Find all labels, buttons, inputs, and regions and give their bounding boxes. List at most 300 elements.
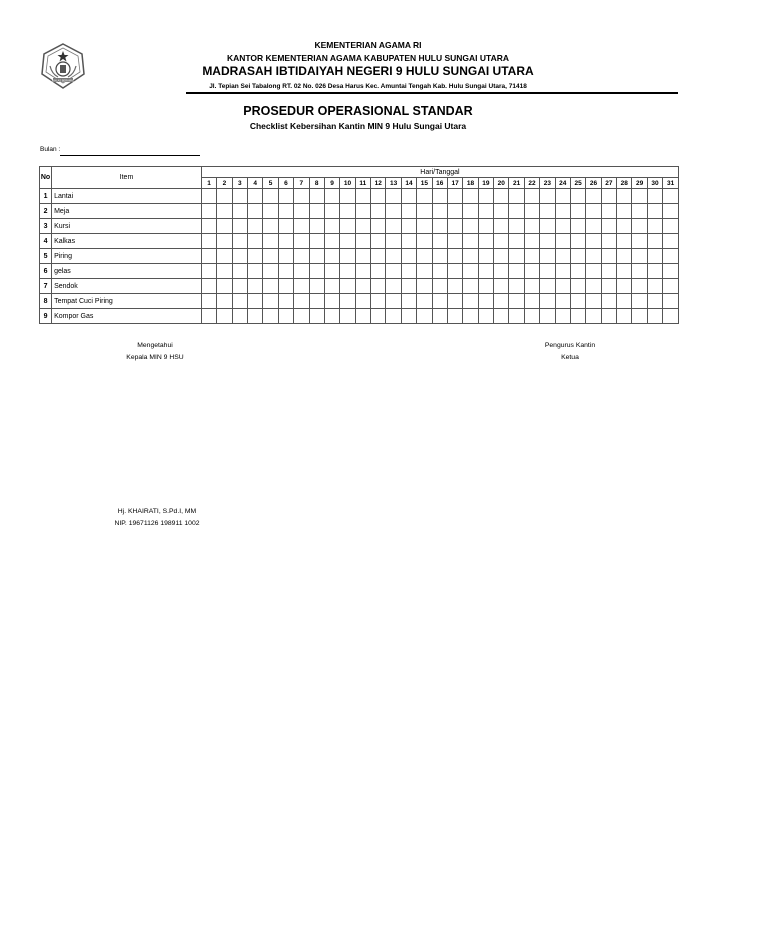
check-cell[interactable] <box>401 279 416 294</box>
table-row <box>40 219 679 234</box>
check-cell[interactable] <box>401 309 416 324</box>
check-cell[interactable] <box>647 219 662 234</box>
check-cell[interactable] <box>324 234 339 249</box>
day-header: 1 <box>201 178 216 189</box>
check-cell[interactable] <box>232 189 247 204</box>
check-cell[interactable] <box>417 294 432 309</box>
check-cell[interactable] <box>324 309 339 324</box>
check-cell[interactable] <box>555 309 570 324</box>
check-cell[interactable] <box>355 204 370 219</box>
day-header: 6 <box>278 178 293 189</box>
check-cell[interactable] <box>617 279 632 294</box>
check-cell[interactable] <box>494 234 509 249</box>
check-cell[interactable] <box>386 249 401 264</box>
check-cell[interactable] <box>263 234 278 249</box>
check-cell[interactable] <box>570 294 585 309</box>
check-cell[interactable] <box>232 309 247 324</box>
day-header: 5 <box>263 178 278 189</box>
check-cell[interactable] <box>601 219 616 234</box>
check-cell[interactable] <box>355 234 370 249</box>
check-cell[interactable] <box>278 204 293 219</box>
check-cell[interactable] <box>447 189 462 204</box>
check-cell[interactable] <box>509 189 524 204</box>
check-cell[interactable] <box>632 189 647 204</box>
check-cell[interactable] <box>340 294 355 309</box>
check-cell[interactable] <box>540 219 555 234</box>
check-cell[interactable] <box>632 309 647 324</box>
check-cell[interactable] <box>555 249 570 264</box>
check-cell[interactable] <box>263 264 278 279</box>
check-cell[interactable] <box>340 234 355 249</box>
check-cell[interactable] <box>371 279 386 294</box>
check-cell[interactable] <box>478 264 493 279</box>
check-cell[interactable] <box>524 279 539 294</box>
check-cell[interactable] <box>586 219 601 234</box>
check-cell[interactable] <box>447 219 462 234</box>
check-cell[interactable] <box>294 204 309 219</box>
check-cell[interactable] <box>494 219 509 234</box>
check-cell[interactable] <box>417 189 432 204</box>
check-cell[interactable] <box>232 249 247 264</box>
check-cell[interactable] <box>248 249 263 264</box>
day-header: 2 <box>217 178 232 189</box>
day-header: 10 <box>340 178 355 189</box>
check-cell[interactable] <box>524 219 539 234</box>
check-cell[interactable] <box>570 264 585 279</box>
check-cell[interactable] <box>401 189 416 204</box>
check-cell[interactable] <box>647 204 662 219</box>
check-cell[interactable] <box>324 219 339 234</box>
check-cell[interactable] <box>447 264 462 279</box>
check-cell[interactable] <box>386 264 401 279</box>
check-cell[interactable] <box>371 219 386 234</box>
check-cell[interactable] <box>494 264 509 279</box>
check-cell[interactable] <box>309 204 324 219</box>
check-cell[interactable] <box>201 219 216 234</box>
check-cell[interactable] <box>278 249 293 264</box>
check-cell[interactable] <box>355 264 370 279</box>
check-cell[interactable] <box>632 204 647 219</box>
check-cell[interactable] <box>478 294 493 309</box>
check-cell[interactable] <box>232 204 247 219</box>
check-cell[interactable] <box>524 264 539 279</box>
check-cell[interactable] <box>294 189 309 204</box>
check-cell[interactable] <box>248 189 263 204</box>
check-cell[interactable] <box>263 309 278 324</box>
check-cell[interactable] <box>371 204 386 219</box>
check-cell[interactable] <box>432 294 447 309</box>
check-cell[interactable] <box>248 309 263 324</box>
check-cell[interactable] <box>432 264 447 279</box>
check-cell[interactable] <box>401 234 416 249</box>
check-cell[interactable] <box>324 279 339 294</box>
check-cell[interactable] <box>463 189 478 204</box>
check-cell[interactable] <box>555 219 570 234</box>
check-cell[interactable] <box>263 204 278 219</box>
check-cell[interactable] <box>232 264 247 279</box>
check-cell[interactable] <box>632 249 647 264</box>
document-subtitle: Checklist Kebersihan Kantin MIN 9 Hulu Sungai Utara <box>249 121 467 131</box>
check-cell[interactable] <box>324 249 339 264</box>
check-cell[interactable] <box>647 279 662 294</box>
check-cell[interactable] <box>294 294 309 309</box>
check-cell[interactable] <box>494 294 509 309</box>
check-cell[interactable] <box>232 279 247 294</box>
check-cell[interactable] <box>663 264 679 279</box>
check-cell[interactable] <box>663 204 679 219</box>
check-cell[interactable] <box>555 294 570 309</box>
check-cell[interactable] <box>570 249 585 264</box>
check-cell[interactable] <box>447 204 462 219</box>
check-cell[interactable] <box>509 204 524 219</box>
check-cell[interactable] <box>355 279 370 294</box>
check-cell[interactable] <box>340 219 355 234</box>
check-cell[interactable] <box>663 234 679 249</box>
check-cell[interactable] <box>217 219 232 234</box>
check-cell[interactable] <box>570 309 585 324</box>
day-header: 11 <box>355 178 370 189</box>
check-cell[interactable] <box>232 219 247 234</box>
check-cell[interactable] <box>386 294 401 309</box>
check-cell[interactable] <box>417 309 432 324</box>
check-cell[interactable] <box>478 249 493 264</box>
check-cell[interactable] <box>278 279 293 294</box>
check-cell[interactable] <box>371 234 386 249</box>
check-cell[interactable] <box>478 204 493 219</box>
check-cell[interactable] <box>494 309 509 324</box>
check-cell[interactable] <box>509 234 524 249</box>
check-cell[interactable] <box>601 189 616 204</box>
check-cell[interactable] <box>570 204 585 219</box>
check-cell[interactable] <box>201 234 216 249</box>
check-cell[interactable] <box>294 309 309 324</box>
check-cell[interactable] <box>463 279 478 294</box>
check-cell[interactable] <box>201 309 216 324</box>
check-cell[interactable] <box>278 264 293 279</box>
check-cell[interactable] <box>447 249 462 264</box>
check-cell[interactable] <box>417 204 432 219</box>
check-cell[interactable] <box>386 219 401 234</box>
check-cell[interactable] <box>201 264 216 279</box>
check-cell[interactable] <box>601 249 616 264</box>
check-cell[interactable] <box>540 189 555 204</box>
check-cell[interactable] <box>294 219 309 234</box>
check-cell[interactable] <box>540 279 555 294</box>
check-cell[interactable] <box>248 219 263 234</box>
check-cell[interactable] <box>386 309 401 324</box>
check-cell[interactable] <box>417 264 432 279</box>
check-cell[interactable] <box>617 219 632 234</box>
check-cell[interactable] <box>386 279 401 294</box>
check-cell[interactable] <box>309 249 324 264</box>
row-number: 3 <box>40 219 52 234</box>
check-cell[interactable] <box>463 294 478 309</box>
check-cell[interactable] <box>617 309 632 324</box>
svg-text:IKHLAS BERAMAL: IKHLAS BERAMAL <box>51 79 75 83</box>
check-cell[interactable] <box>632 234 647 249</box>
check-cell[interactable] <box>340 204 355 219</box>
check-cell[interactable] <box>248 204 263 219</box>
check-cell[interactable] <box>217 249 232 264</box>
check-cell[interactable] <box>340 264 355 279</box>
check-cell[interactable] <box>478 189 493 204</box>
check-cell[interactable] <box>447 309 462 324</box>
document-title: PROSEDUR OPERASIONAL STANDAR <box>243 104 473 118</box>
check-cell[interactable] <box>463 264 478 279</box>
check-cell[interactable] <box>278 189 293 204</box>
check-cell[interactable] <box>663 294 679 309</box>
check-cell[interactable] <box>540 294 555 309</box>
check-cell[interactable] <box>540 204 555 219</box>
check-cell[interactable] <box>555 264 570 279</box>
check-cell[interactable] <box>463 204 478 219</box>
check-cell[interactable] <box>478 309 493 324</box>
check-cell[interactable] <box>371 249 386 264</box>
check-cell[interactable] <box>617 249 632 264</box>
check-cell[interactable] <box>601 309 616 324</box>
check-cell[interactable] <box>355 219 370 234</box>
check-cell[interactable] <box>586 294 601 309</box>
check-cell[interactable] <box>647 249 662 264</box>
check-cell[interactable] <box>509 279 524 294</box>
check-cell[interactable] <box>555 234 570 249</box>
check-cell[interactable] <box>570 234 585 249</box>
check-cell[interactable] <box>386 204 401 219</box>
month-field-line[interactable] <box>60 155 200 156</box>
check-cell[interactable] <box>263 189 278 204</box>
check-cell[interactable] <box>540 309 555 324</box>
check-cell[interactable] <box>555 189 570 204</box>
check-cell[interactable] <box>248 264 263 279</box>
check-cell[interactable] <box>432 249 447 264</box>
check-cell[interactable] <box>647 309 662 324</box>
check-cell[interactable] <box>647 264 662 279</box>
check-cell[interactable] <box>463 249 478 264</box>
check-cell[interactable] <box>294 279 309 294</box>
check-cell[interactable] <box>586 309 601 324</box>
check-cell[interactable] <box>340 309 355 324</box>
check-cell[interactable] <box>586 279 601 294</box>
ministry-emblem-logo <box>40 42 86 90</box>
check-cell[interactable] <box>278 234 293 249</box>
check-cell[interactable] <box>663 279 679 294</box>
check-cell[interactable] <box>324 264 339 279</box>
check-cell[interactable] <box>432 219 447 234</box>
row-number: 8 <box>40 294 52 309</box>
check-cell[interactable] <box>524 309 539 324</box>
check-cell[interactable] <box>217 234 232 249</box>
check-cell[interactable] <box>217 264 232 279</box>
check-cell[interactable] <box>478 279 493 294</box>
check-cell[interactable] <box>494 279 509 294</box>
check-cell[interactable] <box>509 294 524 309</box>
check-cell[interactable] <box>540 234 555 249</box>
check-cell[interactable] <box>355 294 370 309</box>
check-cell[interactable] <box>447 279 462 294</box>
check-cell[interactable] <box>309 189 324 204</box>
check-cell[interactable] <box>248 294 263 309</box>
check-cell[interactable] <box>447 294 462 309</box>
check-cell[interactable] <box>386 189 401 204</box>
check-cell[interactable] <box>401 219 416 234</box>
check-cell[interactable] <box>355 309 370 324</box>
check-cell[interactable] <box>586 234 601 249</box>
check-cell[interactable] <box>309 219 324 234</box>
check-cell[interactable] <box>371 264 386 279</box>
check-cell[interactable] <box>217 294 232 309</box>
check-cell[interactable] <box>540 264 555 279</box>
day-header: 13 <box>386 178 401 189</box>
check-cell[interactable] <box>617 234 632 249</box>
check-cell[interactable] <box>509 219 524 234</box>
check-cell[interactable] <box>494 189 509 204</box>
check-cell[interactable] <box>463 234 478 249</box>
check-cell[interactable] <box>324 189 339 204</box>
check-cell[interactable] <box>401 264 416 279</box>
check-cell[interactable] <box>617 264 632 279</box>
check-cell[interactable] <box>201 249 216 264</box>
check-cell[interactable] <box>309 234 324 249</box>
check-cell[interactable] <box>586 204 601 219</box>
check-cell[interactable] <box>263 294 278 309</box>
check-cell[interactable] <box>417 279 432 294</box>
check-cell[interactable] <box>663 219 679 234</box>
check-cell[interactable] <box>509 264 524 279</box>
check-cell[interactable] <box>201 204 216 219</box>
check-cell[interactable] <box>340 189 355 204</box>
check-cell[interactable] <box>263 279 278 294</box>
check-cell[interactable] <box>524 294 539 309</box>
day-header: 7 <box>294 178 309 189</box>
check-cell[interactable] <box>417 219 432 234</box>
check-cell[interactable] <box>586 189 601 204</box>
check-cell[interactable] <box>294 264 309 279</box>
check-cell[interactable] <box>601 234 616 249</box>
check-cell[interactable] <box>371 294 386 309</box>
check-cell[interactable] <box>417 249 432 264</box>
check-cell[interactable] <box>309 279 324 294</box>
check-cell[interactable] <box>432 279 447 294</box>
check-cell[interactable] <box>663 189 679 204</box>
check-cell[interactable] <box>647 189 662 204</box>
table-row <box>40 189 679 204</box>
check-cell[interactable] <box>601 204 616 219</box>
check-cell[interactable] <box>217 204 232 219</box>
check-cell[interactable] <box>232 234 247 249</box>
check-cell[interactable] <box>371 189 386 204</box>
check-cell[interactable] <box>524 189 539 204</box>
check-cell[interactable] <box>478 234 493 249</box>
signature-left-title: Kepala MIN 9 HSU <box>126 354 184 361</box>
check-cell[interactable] <box>232 294 247 309</box>
check-cell[interactable] <box>494 249 509 264</box>
check-cell[interactable] <box>432 309 447 324</box>
check-cell[interactable] <box>278 219 293 234</box>
check-cell[interactable] <box>201 279 216 294</box>
check-cell[interactable] <box>509 309 524 324</box>
check-cell[interactable] <box>278 309 293 324</box>
check-cell[interactable] <box>647 234 662 249</box>
check-cell[interactable] <box>632 264 647 279</box>
check-cell[interactable] <box>432 204 447 219</box>
check-cell[interactable] <box>570 189 585 204</box>
check-cell[interactable] <box>524 234 539 249</box>
check-cell[interactable] <box>524 204 539 219</box>
check-cell[interactable] <box>570 219 585 234</box>
check-cell[interactable] <box>663 249 679 264</box>
check-cell[interactable] <box>586 249 601 264</box>
check-cell[interactable] <box>248 279 263 294</box>
check-cell[interactable] <box>617 204 632 219</box>
check-cell[interactable] <box>524 249 539 264</box>
check-cell[interactable] <box>324 204 339 219</box>
check-cell[interactable] <box>586 264 601 279</box>
check-cell[interactable] <box>617 189 632 204</box>
check-cell[interactable] <box>632 279 647 294</box>
check-cell[interactable] <box>555 279 570 294</box>
check-cell[interactable] <box>278 294 293 309</box>
check-cell[interactable] <box>463 219 478 234</box>
check-cell[interactable] <box>417 234 432 249</box>
check-cell[interactable] <box>432 234 447 249</box>
check-cell[interactable] <box>386 234 401 249</box>
table-row <box>40 249 679 264</box>
check-cell[interactable] <box>540 249 555 264</box>
check-cell[interactable] <box>601 264 616 279</box>
check-cell[interactable] <box>201 294 216 309</box>
day-header: 16 <box>432 178 447 189</box>
check-cell[interactable] <box>632 219 647 234</box>
check-cell[interactable] <box>478 219 493 234</box>
check-cell[interactable] <box>355 189 370 204</box>
check-cell[interactable] <box>355 249 370 264</box>
check-cell[interactable] <box>632 294 647 309</box>
check-cell[interactable] <box>263 249 278 264</box>
check-cell[interactable] <box>617 294 632 309</box>
check-cell[interactable] <box>494 204 509 219</box>
check-cell[interactable] <box>294 234 309 249</box>
check-cell[interactable] <box>340 249 355 264</box>
check-cell[interactable] <box>201 189 216 204</box>
check-cell[interactable] <box>401 294 416 309</box>
check-cell[interactable] <box>401 204 416 219</box>
check-cell[interactable] <box>309 294 324 309</box>
check-cell[interactable] <box>663 309 679 324</box>
check-cell[interactable] <box>324 294 339 309</box>
check-cell[interactable] <box>570 279 585 294</box>
check-cell[interactable] <box>309 264 324 279</box>
check-cell[interactable] <box>309 309 324 324</box>
check-cell[interactable] <box>371 309 386 324</box>
check-cell[interactable] <box>447 234 462 249</box>
check-cell[interactable] <box>401 249 416 264</box>
check-cell[interactable] <box>217 309 232 324</box>
day-header: 23 <box>540 178 555 189</box>
check-cell[interactable] <box>463 309 478 324</box>
check-cell[interactable] <box>294 249 309 264</box>
check-cell[interactable] <box>340 279 355 294</box>
check-cell[interactable] <box>555 204 570 219</box>
check-cell[interactable] <box>217 189 232 204</box>
check-cell[interactable] <box>647 294 662 309</box>
check-cell[interactable] <box>248 234 263 249</box>
check-cell[interactable] <box>217 279 232 294</box>
check-cell[interactable] <box>432 189 447 204</box>
check-cell[interactable] <box>601 279 616 294</box>
check-cell[interactable] <box>263 219 278 234</box>
check-cell[interactable] <box>509 249 524 264</box>
check-cell[interactable] <box>601 294 616 309</box>
